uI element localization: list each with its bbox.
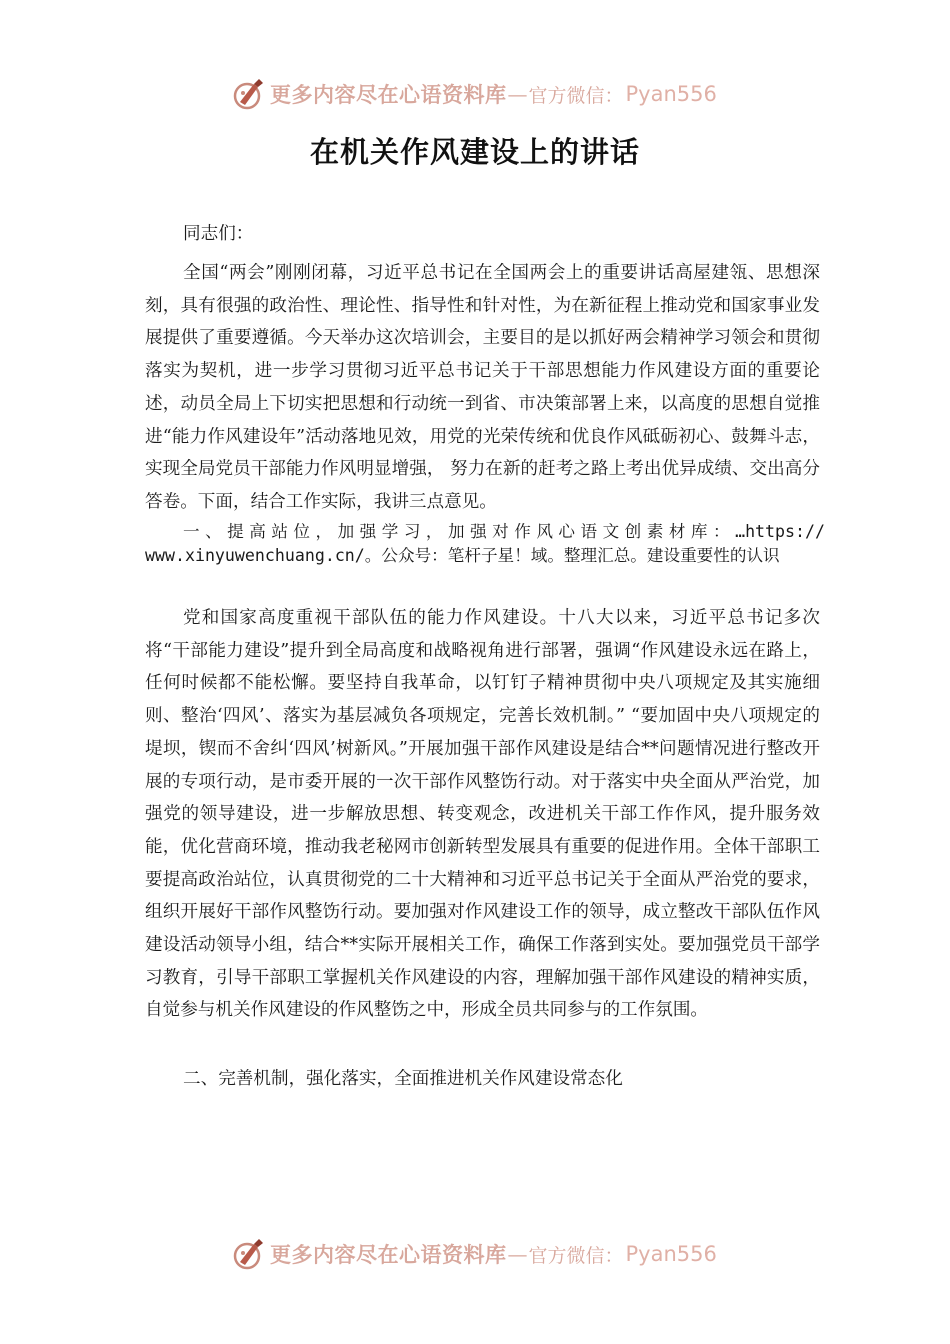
banner-wechat-label: 官方微信：	[528, 84, 624, 107]
footer-watermark-banner	[232, 1234, 752, 1274]
banner-dash: —	[507, 82, 528, 106]
banner-wechat-label: 官方微信：	[528, 1244, 624, 1267]
salutation: 同志们：	[183, 224, 254, 244]
brand-logo-icon	[232, 76, 268, 112]
banner-slogan: 更多内容尽在心语资料库	[270, 82, 507, 107]
header-watermark-banner	[232, 74, 752, 114]
document-title: 在机关作风建设上的讲话	[309, 135, 640, 169]
section-heading-1: 一、提高站位，加强学习，加强对作风心语文创素材库：…https:// www.xinyuwenchuang.cn/。公众号：笔杆子星！域。整理汇总。建设重要性的认识	[145, 522, 825, 565]
paragraph-section-1-body: 党和国家高度重视干部队伍的能力作风建设。十八大以来，习近平总书记多次将“干部能力建设”提升到全局高度和战略视角进行部署，强调“作风建设永远在路上，任何时候都不能松懈。要坚持自我革命，以钉钉子精神贯彻中央八项规定及其实施细则、整治‘四风’、落实为基层减负各项规定，完善长效机制。” “要加固中央八项规定的堤坝，锲而不舍纠‘四风’树新风。”开展加强干部作风建设是结合**问题情况进行整改开展的专项行动，是市委开展的一次干部作风整饬行动。对于落实中央全面从严治党，加强党的领导建设，进一步解放思想、转变观念，改进机关干部工作作风，提升服务效能，优化营商环境，推动我老秘网市创新转型发展具有重要的促进作用。全体干部职工要提高政治站位，认真贯彻党的二十大精神和习近平总书记关于全面从严治党的要求，组织开展好干部作风整饬行动。要加强对作风建设工作的领导，成立整改干部队伍作风建设活动领导小组，结合**实际开展相关工作，确保工作落到实处。要加强党员干部学习教育，引导干部职工掌握机关作风建设的内容，理解加强干部作风建设的精神实质， 自觉参与机关作风建设的作风整饬之中，形成全员共同参与的工作氛围。	[145, 608, 820, 1021]
banner-wechat-id: Pyan556	[625, 82, 717, 106]
brand-logo-icon	[232, 1236, 268, 1272]
banner-dash: —	[507, 1242, 528, 1266]
paragraph-intro: 全国“两会”刚刚闭幕，习近平总书记在全国两会上的重要讲话高屋建瓴、思想深刻，具有很强的政治性、理论性、指导性和针对性，为在新征程上推动党和国家事业发展提供了重要遵循。今天举办这次培训会，主要目的是以抓好两会精神学习领会和贯彻落实为契机，进一步学习贯彻习近平总书记关于干部思想能力作风建设方面的重要论述，动员全局上下切实把思想和行动统一到省、市决策部署上来，以高度的思想自觉推进“能力作风建设年”活动落地见效，用党的光荣传统和优良作风砥砺初心、鼓舞斗志，实现全局党员干部能力作风明显增强， 努力在新的赶考之路上考出优异成绩、交出高分答卷。下面，结合工作实际，我讲三点意见。	[145, 263, 820, 512]
banner-wechat-id: Pyan556	[625, 1242, 717, 1266]
banner-slogan: 更多内容尽在心语资料库	[270, 1242, 507, 1267]
section-heading-2: 二、完善机制，强化落实，全面推进机关作风建设常态化	[183, 1069, 623, 1089]
